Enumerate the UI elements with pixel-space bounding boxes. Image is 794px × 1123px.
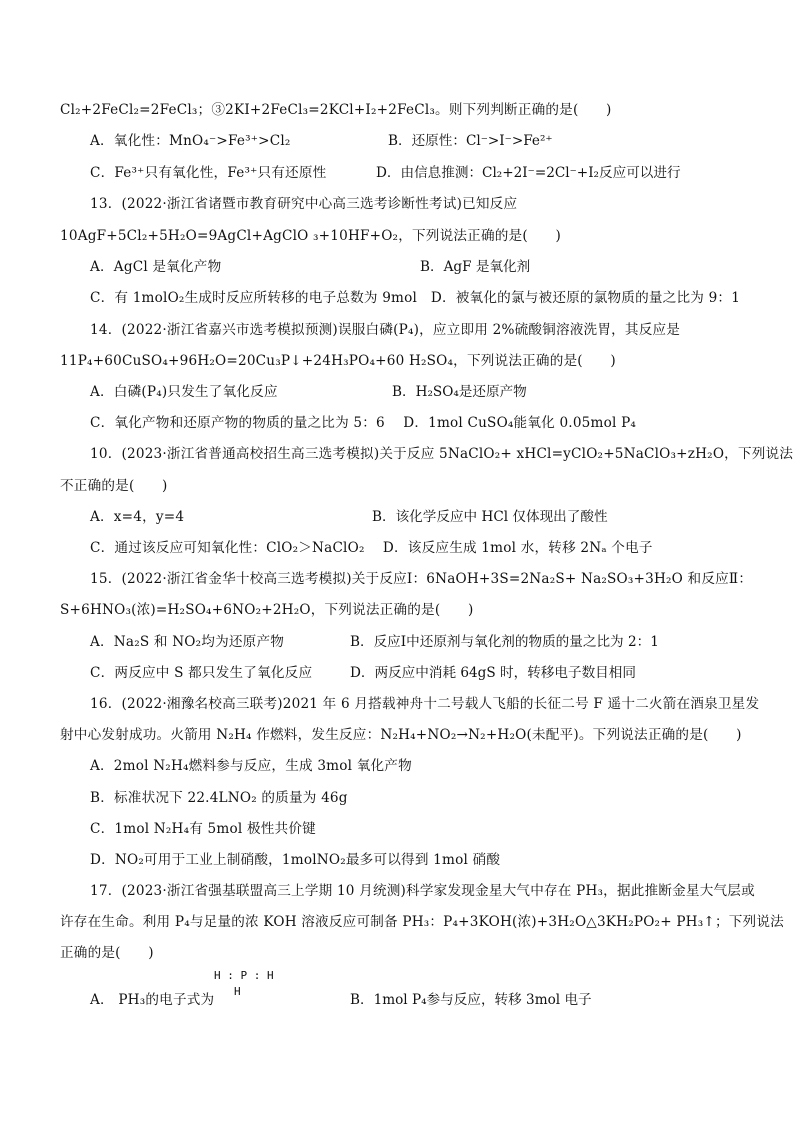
- q10-option-b: B．该化学反应中 HCl 仅体现出了酸性: [372, 509, 608, 525]
- q12-option-b: B．还原性：Cl⁻>I⁻>Fe²⁺: [388, 133, 553, 149]
- q15-option-a: A．Na₂S 和 NO₂均为还原产物: [90, 634, 285, 650]
- question-10-stem-continued: 不正确的是( ): [60, 478, 168, 494]
- q12-option-c: C．Fe³⁺只有氧化性，Fe³⁺只有还原性: [90, 165, 327, 181]
- q12-option-d: D．由信息推测：Cl₂+2I⁻=2Cl⁻+I₂反应可以进行: [376, 165, 681, 181]
- q16-option-b: B．标准状况下 22.4LNO₂ 的质量为 46g: [90, 790, 348, 806]
- q15-option-b: B．反应Ⅰ中还原剂与氧化剂的物质的量之比为 2：1: [350, 634, 659, 650]
- q13-option-c-d: C．有 1molO₂生成时反应所转移的电子总数为 9mol D．被氧化的氯与被还原的氯物质的量之比为 9：1: [90, 290, 741, 306]
- question-17-equation: 许存在生命。利用 P₄与足量的浓 KOH 溶液反应可制备 PH₃：P₄+3KOH(浓)+3H₂O△3KH₂PO₂+ PH₃↑；下列说法: [60, 914, 784, 930]
- q14-option-c-d: C．氧化产物和还原产物的物质的量之比为 5：6 D．1mol CuSO₄能氧化 0.05mol P₄: [90, 415, 637, 431]
- question-14-equation: 11P₄+60CuSO₄+96H₂O=20Cu₃P↓+24H₃PO₄+60 H₂SO₄，下列说法正确的是( ): [60, 353, 616, 369]
- question-14-stem: 14．(2022·浙江省嘉兴市选考模拟预测)误服白磷(P₄)，应立即用 2%硫酸铜溶液洗胃，其反应是: [90, 322, 681, 338]
- q10-option-a: A．x=4，y=4: [90, 509, 185, 525]
- q10-option-c-d: C．通过该反应可知氧化性：ClO₂＞NaClO₂ D．该反应生成 1mol 水，转移 2Nₐ 个电子: [90, 540, 653, 556]
- question-10-stem: 10．(2023·浙江省普通高校招生高三选考模拟)关于反应 5NaClO₂+ xHCl=yClO₂+5NaClO₃+zH₂O，下列说法: [90, 446, 794, 462]
- question-15-equation: S+6HNO₃(浓)=H₂SO₄+6NO₂+2H₂O，下列说法正确的是( ): [60, 602, 474, 618]
- q17-option-b: B．1mol P₄参与反应，转移 3mol 电子: [350, 992, 592, 1008]
- q14-option-a: A．白磷(P₄)只发生了氧化反应: [90, 384, 278, 400]
- q13-option-b: B．AgF 是氧化剂: [420, 259, 531, 275]
- question-15-stem: 15．(2022·浙江省金华十校高三选考模拟)关于反应Ⅰ：6NaOH+3S=2Na₂S+ Na₂SO₃+3H₂O 和反应Ⅱ：: [90, 571, 753, 587]
- q16-option-a: A．2mol N₂H₄燃料参与反应，生成 3mol 氧化产物: [90, 758, 412, 774]
- q16-option-d: D．NO₂可用于工业上制硝酸，1molNO₂最多可以得到 1mol 硝酸: [90, 852, 501, 868]
- question-17-stem: 17．(2023·浙江省强基联盟高三上学期 10 月统测)科学家发现金星大气中存在 PH₃，据此推断金星大气层或: [90, 883, 755, 899]
- q15-option-c: C．两反应中 S 都只发生了氧化反应: [90, 665, 313, 681]
- question-12-stem-continued: Cl₂+2FeCl₂=2FeCl₃；③2KI+2FeCl₃=2KCl+I₂+2FeCl₃。则下列判断正确的是( ): [60, 102, 612, 118]
- q13-option-a: A．AgCl 是氧化产物: [90, 259, 222, 275]
- q12-option-a: A．氧化性：MnO₄⁻>Fe³⁺>Cl₂: [90, 133, 291, 149]
- question-16-stem-continued: 射中心发射成功。火箭用 N₂H₄ 作燃料，发生反应：N₂H₄+NO₂→N₂+H₂O(未配平)。下列说法正确的是( ): [60, 727, 742, 743]
- electron-formula-top: H : P : H: [214, 969, 274, 982]
- question-13-stem: 13．(2022·浙江省诸暨市教育研究中心高三选考诊断性考试)已知反应: [90, 196, 518, 212]
- question-17-stem-end: 正确的是( ): [60, 945, 154, 961]
- q17-option-a: A． PH₃的电子式为: [90, 992, 215, 1008]
- q16-option-c: C．1mol N₂H₄有 5mol 极性共价键: [90, 821, 316, 837]
- ph3-electron-formula: [210, 969, 274, 1014]
- q15-option-d: D．两反应中消耗 64gS 时，转移电子数目相同: [350, 665, 636, 681]
- question-16-stem: 16．(2022·湘豫名校高三联考)2021 年 6 月搭载神舟十二号载人飞船的长征二号 F 遥十二火箭在酒泉卫星发: [90, 696, 760, 712]
- q14-option-b: B．H₂SO₄是还原产物: [392, 384, 527, 400]
- question-13-equation: 10AgF+5Cl₂+5H₂O=9AgCl+AgClO ₃+10HF+O₂，下列说法正确的是( ): [60, 228, 561, 244]
- electron-formula-bottom: H: [234, 985, 241, 998]
